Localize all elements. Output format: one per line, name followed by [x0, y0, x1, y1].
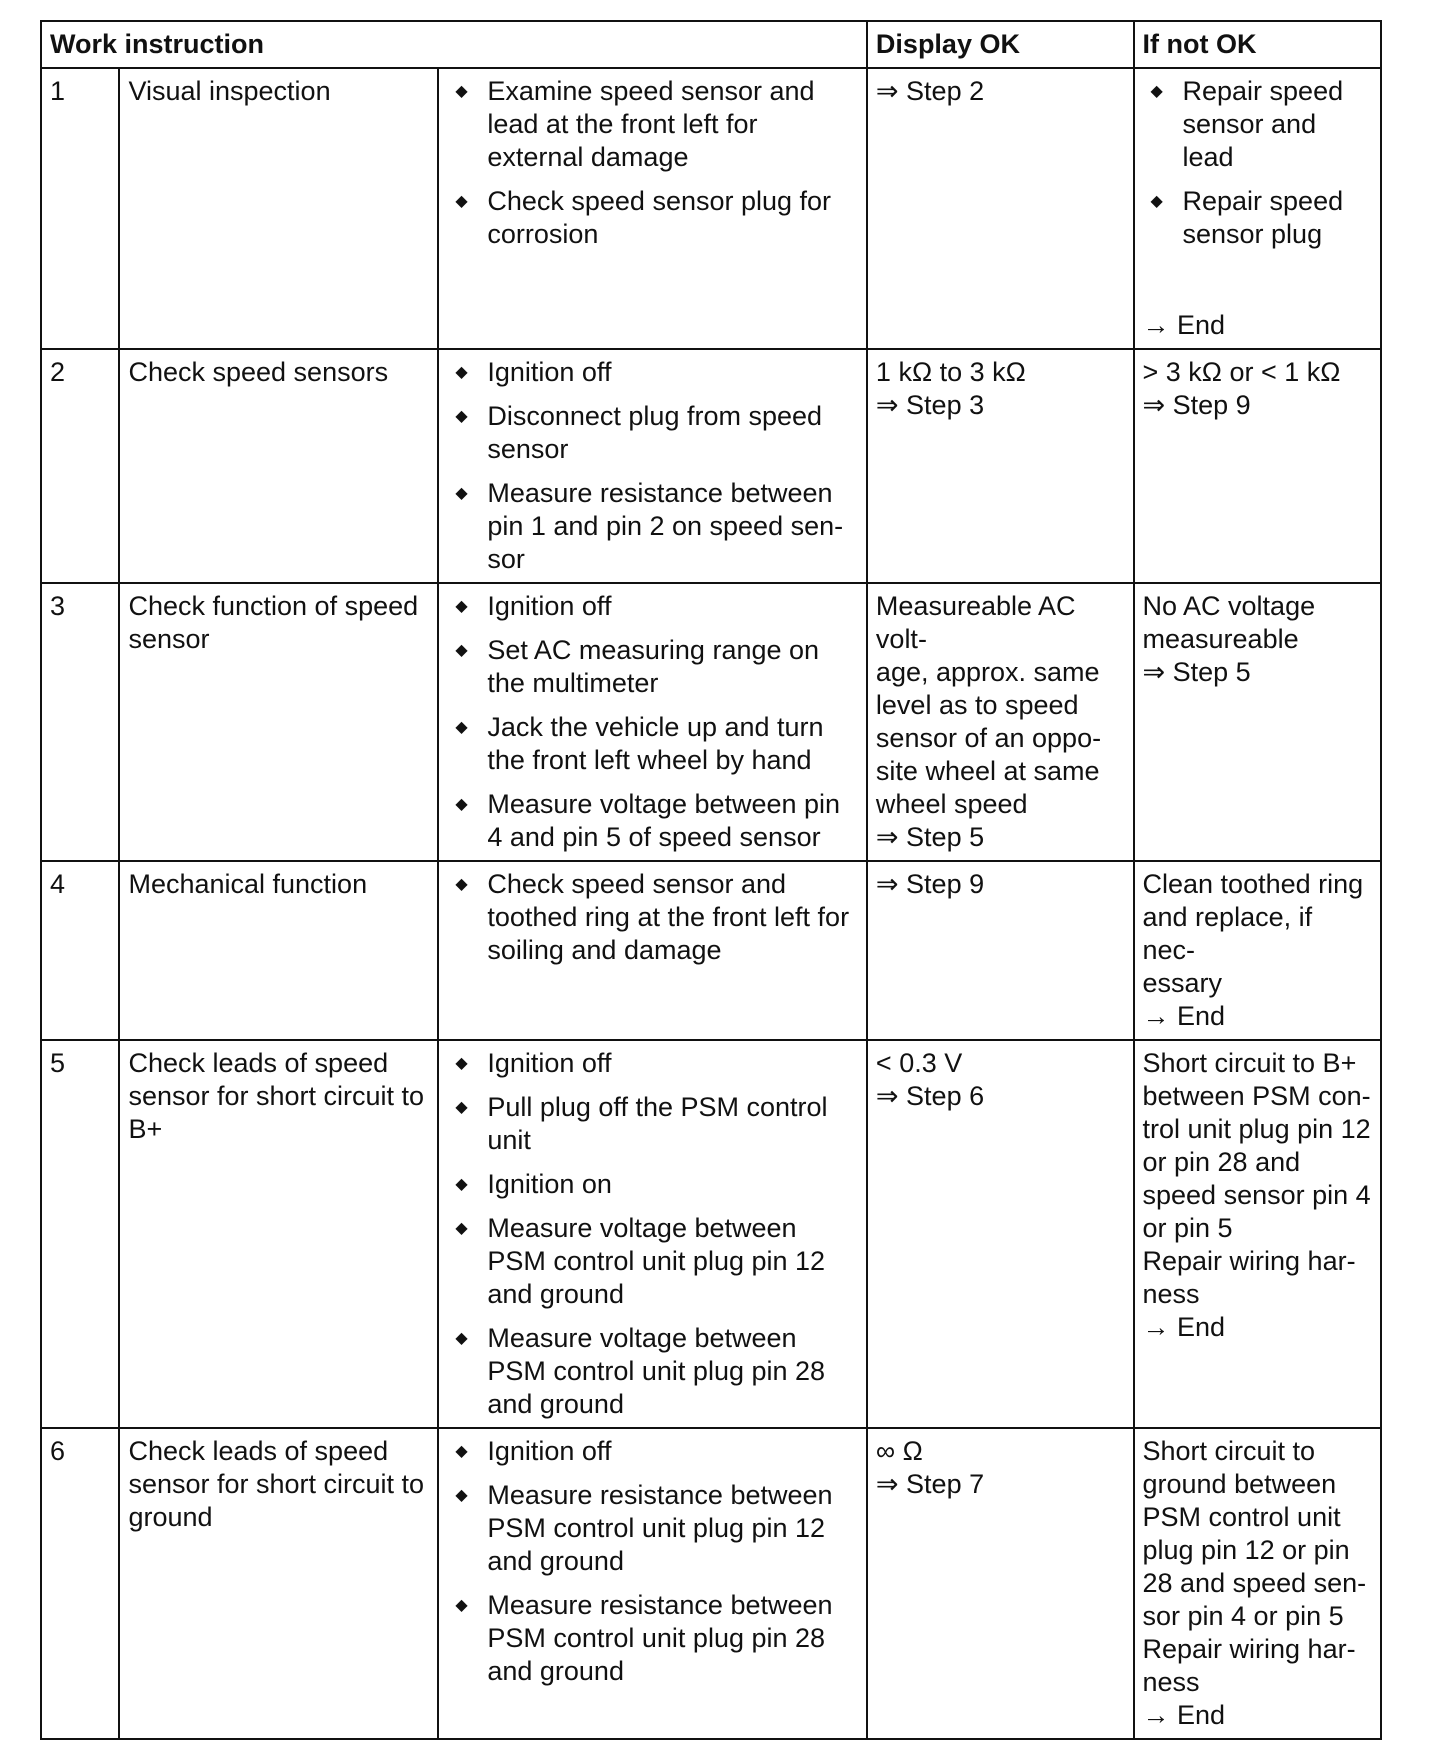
if-not-ok-line: ness	[1142, 1667, 1200, 1697]
if-not-ok-line: trol unit plug pin 12	[1142, 1114, 1371, 1144]
instruction-item: ◆ Set AC measuring range on the multimeter	[455, 635, 820, 698]
step-instructions	[438, 349, 867, 583]
display-ok-cell	[867, 349, 1134, 583]
if-not-ok-line: measureable	[1142, 624, 1299, 654]
if-not-ok-line: PSM control unit	[1142, 1502, 1341, 1532]
step-instructions	[438, 1428, 867, 1739]
instruction-item: ◆ Measure voltage between PSM control unit plug pin 12 and ground	[455, 1213, 826, 1309]
table-row	[41, 583, 1381, 861]
table-row	[41, 349, 1381, 583]
display-ok-line: level as to speed	[875, 690, 1079, 720]
bullet-diamond-icon: ◆	[1150, 83, 1163, 100]
bullet-diamond-icon: ◆	[455, 796, 468, 813]
step-instructions	[438, 583, 867, 861]
step-number: 5	[41, 1040, 119, 1428]
display-ok-line: ⇒ Step 2	[875, 76, 985, 106]
display-ok-cell	[867, 861, 1134, 1040]
step-number: 2	[41, 349, 119, 583]
bullet-diamond-icon: ◆	[455, 876, 468, 893]
step-title: Check function of speed sensor	[119, 583, 438, 861]
bullet-diamond-icon: ◆	[455, 408, 468, 425]
instruction-item: ◆ Ignition off	[455, 1436, 612, 1466]
table-row	[41, 68, 1381, 349]
if-not-ok-line: Short circuit to	[1142, 1436, 1316, 1466]
header-if-not-ok: If not OK	[1134, 21, 1382, 68]
if-not-ok-line: No AC voltage	[1142, 591, 1316, 621]
bullet-diamond-icon: ◆	[455, 719, 468, 736]
if-not-ok-cell	[1134, 349, 1382, 583]
if-not-ok-line: or pin 5	[1142, 1213, 1233, 1243]
if-not-ok-cell	[1134, 861, 1382, 1040]
if-not-ok-line: or pin 28 and	[1142, 1147, 1301, 1177]
step-title: Check leads of speed sensor for short circuit to ground	[119, 1428, 438, 1739]
instruction-item: ◆ Check speed sensor and toothed ring at the front left for soiling and damage	[455, 869, 850, 965]
step-instructions	[438, 861, 867, 1040]
if-not-ok-line: ness	[1142, 1279, 1200, 1309]
display-ok-line: ⇒ Step 5	[875, 822, 985, 852]
if-not-ok-cell	[1134, 68, 1382, 349]
end-marker: → End	[1142, 310, 1226, 340]
display-ok-cell	[867, 68, 1134, 349]
if-not-ok-cell	[1134, 583, 1382, 861]
bullet-diamond-icon: ◆	[455, 83, 468, 100]
bullet-diamond-icon: ◆	[455, 1055, 468, 1072]
display-ok-line: ⇒ Step 9	[875, 869, 985, 899]
work-instruction-table-wrapper	[40, 20, 1382, 1740]
instruction-item: ◆ Measure resistance between pin 1 and pin 2 on speed sen-sor	[455, 478, 844, 574]
display-ok-line: ∞ Ω	[875, 1436, 923, 1466]
bullet-diamond-icon: ◆	[455, 1099, 468, 1116]
instruction-item: ◆ Measure resistance between PSM control unit plug pin 12 and ground	[455, 1480, 833, 1576]
table-header-row	[41, 21, 1381, 68]
bullet-diamond-icon: ◆	[455, 1597, 468, 1614]
work-instruction-table	[40, 20, 1382, 1740]
instruction-item: ◆ Ignition off	[455, 357, 612, 387]
instruction-item: ◆ Measure resistance between PSM control unit plug pin 28 and ground	[455, 1590, 833, 1686]
bullet-diamond-icon: ◆	[455, 364, 468, 381]
step-title: Mechanical function	[119, 861, 438, 1040]
header-display-ok: Display OK	[867, 21, 1134, 68]
header-work-instruction: Work instruction	[41, 21, 867, 68]
if-not-ok-line: essary	[1142, 968, 1223, 998]
step-number: 1	[41, 68, 119, 349]
if-not-ok-line: ⇒ Step 5	[1142, 657, 1251, 687]
display-ok-line: age, approx. same	[875, 657, 1100, 687]
bullet-diamond-icon: ◆	[455, 642, 468, 659]
display-ok-line: ⇒ Step 3	[875, 390, 985, 420]
bullet-diamond-icon: ◆	[455, 1487, 468, 1504]
if-not-ok-cell	[1134, 1040, 1382, 1428]
if-not-ok-line: between PSM con-	[1142, 1081, 1371, 1111]
display-ok-line: wheel speed	[875, 789, 1028, 819]
if-not-ok-line: Repair wiring har-	[1142, 1634, 1356, 1664]
instruction-item: ◆ Measure voltage between PSM control unit plug pin 28 and ground	[455, 1323, 826, 1419]
remedy-item: ◆ Repair speed sensor plug	[1150, 186, 1344, 249]
if-not-ok-line: ground between	[1142, 1469, 1337, 1499]
step-instructions	[438, 68, 867, 349]
display-ok-line: ⇒ Step 7	[875, 1469, 985, 1499]
instruction-item: ◆ Ignition off	[455, 591, 612, 621]
bullet-diamond-icon: ◆	[455, 193, 468, 210]
step-instructions	[438, 1040, 867, 1428]
step-number: 4	[41, 861, 119, 1040]
if-not-ok-line: Repair wiring har-	[1142, 1246, 1356, 1276]
instruction-item: ◆ Pull plug off the PSM control unit	[455, 1092, 828, 1155]
step-title: Visual inspection	[119, 68, 438, 349]
if-not-ok-line: → End	[1142, 1700, 1226, 1730]
step-number: 6	[41, 1428, 119, 1739]
bullet-diamond-icon: ◆	[1150, 193, 1163, 210]
if-not-ok-line: → End	[1142, 1312, 1226, 1342]
display-ok-line: ⇒ Step 6	[875, 1081, 985, 1111]
if-not-ok-line: 28 and speed sen-	[1142, 1568, 1367, 1598]
step-title: Check speed sensors	[119, 349, 438, 583]
display-ok-line: sensor of an oppo-	[875, 723, 1102, 753]
display-ok-line: site wheel at same	[875, 756, 1100, 786]
if-not-ok-line: > 3 kΩ or < 1 kΩ	[1142, 357, 1341, 387]
display-ok-cell	[867, 1428, 1134, 1739]
if-not-ok-line: speed sensor pin 4	[1142, 1180, 1371, 1210]
instruction-item: ◆ Ignition on	[455, 1169, 612, 1199]
instruction-item: ◆ Examine speed sensor and lead at the front left for external damage	[455, 76, 815, 172]
bullet-diamond-icon: ◆	[455, 598, 468, 615]
if-not-ok-line: sor pin 4 or pin 5	[1142, 1601, 1344, 1631]
display-ok-cell	[867, 583, 1134, 861]
remedy-item: ◆ Repair speed sensor and lead	[1150, 76, 1344, 172]
bullet-diamond-icon: ◆	[455, 1220, 468, 1237]
if-not-ok-line: Clean toothed ring	[1142, 869, 1364, 899]
bullet-diamond-icon: ◆	[455, 1330, 468, 1347]
bullet-diamond-icon: ◆	[455, 485, 468, 502]
display-ok-cell	[867, 1040, 1134, 1428]
instruction-item: ◆ Ignition off	[455, 1048, 612, 1078]
step-number: 3	[41, 583, 119, 861]
display-ok-line: 1 kΩ to 3 kΩ	[875, 357, 1026, 387]
instruction-item: ◆ Jack the vehicle up and turn the front left wheel by hand	[455, 712, 824, 775]
if-not-ok-line: Short circuit to B+	[1142, 1048, 1357, 1078]
if-not-ok-line: → End	[1142, 1001, 1226, 1031]
bullet-diamond-icon: ◆	[455, 1176, 468, 1193]
instruction-item: ◆ Disconnect plug from speed sensor	[455, 401, 823, 464]
table-row	[41, 1428, 1381, 1739]
if-not-ok-line: ⇒ Step 9	[1142, 390, 1251, 420]
table-row	[41, 1040, 1381, 1428]
display-ok-line: < 0.3 V	[875, 1048, 963, 1078]
if-not-ok-line: and replace, if nec-	[1142, 902, 1313, 965]
instruction-item: ◆ Check speed sensor plug for corrosion	[455, 186, 832, 249]
if-not-ok-line: plug pin 12 or pin	[1142, 1535, 1350, 1565]
table-row	[41, 861, 1381, 1040]
instruction-item: ◆ Measure voltage between pin 4 and pin 5 of speed sensor	[455, 789, 841, 852]
step-title: Check leads of speed sensor for short circuit to B+	[119, 1040, 438, 1428]
if-not-ok-cell	[1134, 1428, 1382, 1739]
display-ok-line: Measureable AC volt-	[875, 591, 1076, 654]
bullet-diamond-icon: ◆	[455, 1443, 468, 1460]
